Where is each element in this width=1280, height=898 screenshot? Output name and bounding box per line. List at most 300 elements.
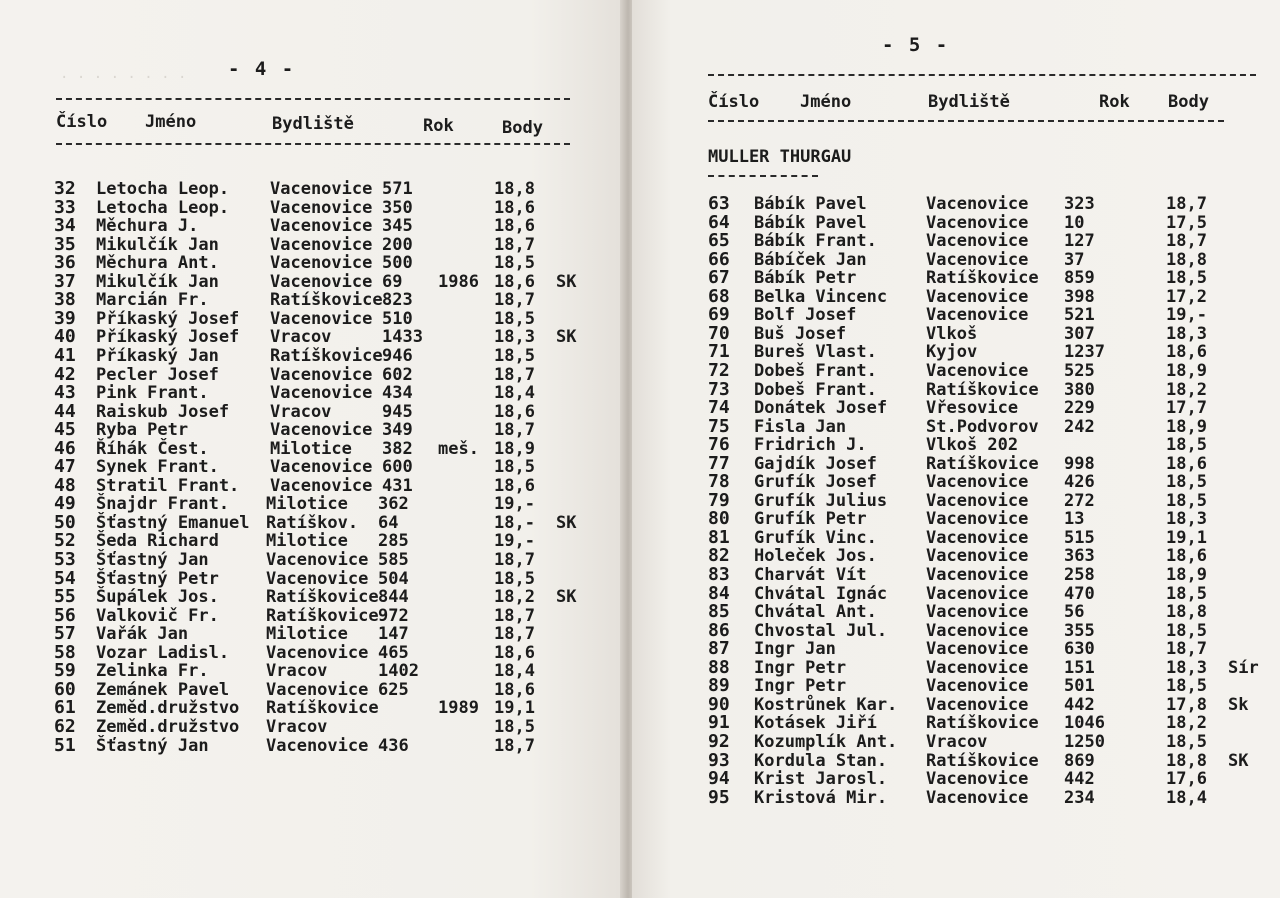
entry-points: 18,5 (1166, 268, 1207, 289)
entry-vessel-number: 431 (382, 475, 413, 496)
left-page (0, 0, 624, 898)
entry-residence: Vacenovice (926, 490, 1029, 511)
entry-vessel-number: 844 (378, 587, 409, 608)
entry-vessel-number: 500 (382, 253, 413, 274)
entry-points: 18,7 (494, 605, 535, 626)
entry-points: 18,5 (1166, 731, 1207, 752)
entry-name: Říhák Čest. (96, 438, 209, 459)
entry-vessel-number: 13 (1064, 509, 1085, 530)
entry-residence: Vacenovice (266, 679, 369, 700)
entry-number: 62 (54, 715, 76, 737)
entry-points: 18,6 (1166, 546, 1207, 567)
entry-name: Mikulčík Jan (96, 271, 219, 292)
entry-number: 45 (54, 419, 76, 441)
entry-residence: Vacenovice (270, 457, 373, 478)
entry-number: 44 (54, 400, 76, 422)
entry-name: Chvátal Ignác (754, 583, 888, 604)
entry-name: Dobeš Frant. (754, 379, 877, 400)
table-row (708, 656, 1278, 678)
entry-points: 18,8 (1166, 750, 1207, 771)
entry-vessel-number: 436 (378, 735, 409, 756)
column-header-bydliste: Bydliště (272, 114, 354, 134)
entry-vessel-number: 151 (1064, 657, 1095, 678)
entry-number: 80 (708, 508, 730, 530)
table-row (708, 285, 1278, 307)
entry-number: 55 (54, 586, 76, 608)
table-row (54, 588, 594, 606)
entry-vessel-number: 272 (1064, 490, 1095, 511)
entry-note: SK (1228, 750, 1249, 771)
entry-name: Ingr Petr (754, 676, 847, 697)
entry-name: Bábíček Jan (754, 249, 867, 270)
entry-number: 84 (708, 582, 730, 604)
page-number: - 5 - (882, 34, 950, 56)
entry-name: Bábík Pavel (754, 194, 867, 214)
table-row (54, 270, 594, 292)
entry-points: 18,5 (1166, 583, 1207, 604)
entry-name: Kristová Mir. (754, 787, 888, 808)
entry-number: 75 (708, 415, 730, 437)
entry-number: 83 (708, 564, 730, 585)
table-row (708, 436, 1278, 454)
entry-name: Pink Frant. (96, 383, 209, 404)
entry-residence: Vacenovice (926, 286, 1029, 307)
entry-residence: Vacenovice (926, 602, 1029, 623)
entry-vessel-number: 945 (382, 401, 413, 422)
entry-note: Sk (1228, 694, 1249, 715)
entry-points: 17,8 (1166, 694, 1207, 715)
entry-vessel-number: 127 (1064, 231, 1095, 252)
entry-vessel-number: 859 (1064, 268, 1095, 289)
entry-points: 18,5 (1166, 472, 1207, 493)
entry-points: 18,7 (494, 420, 535, 441)
table-row (54, 328, 594, 346)
entry-residence: Ratíškovice (926, 713, 1039, 734)
table-row (54, 180, 594, 198)
entry-number: 33 (54, 196, 76, 218)
entry-name: Ingr Petr (754, 657, 847, 678)
entry-name: Raiskub Josef (96, 401, 230, 422)
table-row (708, 269, 1278, 287)
table-row (708, 489, 1278, 511)
entry-residence: Vacenovice (926, 194, 1029, 214)
entry-vessel-number: 625 (378, 679, 409, 700)
table-row (54, 233, 594, 255)
entry-vessel-number: 380 (1064, 379, 1095, 400)
entry-note: SK (556, 271, 577, 292)
entry-points: 18,5 (494, 253, 535, 274)
column-header-jmeno: Jméno (145, 112, 197, 132)
entry-points: 18,6 (1166, 342, 1207, 363)
entry-number: 36 (54, 252, 76, 274)
entry-points: 18,9 (494, 438, 535, 459)
entry-name: Vozar Ladisl. (96, 642, 230, 663)
entry-points: 17,7 (1166, 398, 1207, 419)
entry-vessel-number: 630 (1064, 639, 1095, 660)
header-rule-top (708, 74, 1256, 76)
entry-vessel-number: 585 (378, 550, 409, 570)
column-header-cislo: Číslo (56, 112, 108, 132)
entry-number: 89 (708, 675, 730, 697)
entry-residence: Vacenovice (926, 472, 1029, 493)
entry-points: 18,4 (494, 383, 535, 404)
entry-name: Šnajdr Frant. (96, 494, 230, 515)
entry-vessel-number: 501 (1064, 676, 1095, 697)
entry-number: 67 (708, 267, 730, 289)
entry-year: meš. (438, 438, 479, 459)
table-row (54, 567, 594, 589)
table-row (54, 291, 594, 309)
entry-points: 18,- (494, 512, 535, 533)
entry-vessel-number: 510 (382, 308, 413, 329)
right-page (632, 0, 1280, 898)
section-underline (708, 175, 818, 177)
entry-name: Letocha Leop. (96, 197, 230, 218)
entry-vessel-number: 363 (1064, 546, 1095, 567)
entry-points: 17,6 (1166, 769, 1207, 790)
entry-number: 92 (708, 730, 730, 752)
entry-points: 18,5 (494, 568, 535, 589)
entry-vessel-number: 362 (378, 494, 409, 515)
entry-vessel-number: 1237 (1064, 342, 1105, 363)
entry-number: 68 (708, 285, 730, 307)
entry-vessel-number: 56 (1064, 602, 1085, 623)
entry-vessel-number: 37 (1064, 249, 1085, 270)
column-header-body: Body (1168, 92, 1209, 112)
table-row (54, 400, 594, 422)
entry-vessel-number: 1250 (1064, 731, 1105, 752)
entry-number: 42 (54, 363, 76, 385)
entry-points: 17,5 (1166, 212, 1207, 233)
entry-name: Mikulčík Jan (96, 234, 219, 255)
entry-number: 38 (54, 289, 76, 311)
entry-vessel-number: 525 (1064, 360, 1095, 381)
entry-residence: Vacenovice (266, 568, 369, 589)
entry-residence: Vacenovice (926, 509, 1029, 530)
entry-vessel-number: 465 (378, 642, 409, 663)
entry-number: 46 (54, 437, 76, 459)
entry-vessel-number: 350 (382, 197, 413, 218)
entry-residence: Vacenovice (926, 527, 1029, 548)
entry-points: 18,5 (1166, 676, 1207, 697)
entry-number: 64 (708, 211, 730, 233)
entry-number: 87 (708, 638, 730, 660)
entry-number: 90 (708, 693, 730, 715)
entry-name: Letocha Leop. (96, 179, 230, 199)
entry-number: 54 (54, 567, 76, 589)
entry-vessel-number: 1402 (378, 661, 419, 682)
entry-points: 19,1 (494, 698, 535, 719)
entry-number: 58 (54, 641, 76, 663)
entry-points: 18,7 (494, 290, 535, 311)
entry-vessel-number: 515 (1064, 527, 1095, 548)
entry-points: 18,6 (494, 216, 535, 237)
entry-points: 18,3 (1166, 509, 1207, 530)
entry-name: Pecler Josef (96, 364, 219, 385)
table-row (708, 566, 1278, 584)
entry-number: 78 (708, 471, 730, 493)
table-row (708, 770, 1278, 788)
table-row (708, 322, 1278, 344)
entry-number: 34 (54, 215, 76, 237)
entry-residence: Ratíškovice (270, 290, 383, 311)
entry-residence: Ratíškovice (270, 345, 383, 366)
entry-name: Bábík Pavel (754, 212, 867, 233)
entry-residence: Milotice (266, 494, 348, 515)
entry-residence: Vacenovice (270, 179, 373, 199)
entry-number: 43 (54, 382, 76, 404)
entry-name: Příkaský Jan (96, 345, 219, 366)
table-row (708, 603, 1278, 621)
entry-points: 18,2 (1166, 713, 1207, 734)
entry-name: Příkaský Josef (96, 327, 240, 348)
entry-number: 40 (54, 326, 76, 348)
entry-number: 66 (708, 248, 730, 270)
entry-name: Kostrůnek Kar. (754, 694, 898, 715)
table-row (708, 415, 1278, 437)
entry-residence: Vacenovice (926, 249, 1029, 270)
entry-points: 18,4 (494, 661, 535, 682)
entry-points: 18,9 (1166, 360, 1207, 381)
table-row (54, 384, 594, 402)
entry-name: Měchura J. (96, 216, 199, 237)
entry-points: 18,6 (494, 679, 535, 700)
entry-number: 88 (708, 656, 730, 678)
table-row (708, 452, 1278, 474)
entry-points: 18,7 (1166, 194, 1207, 214)
entry-number: 60 (54, 678, 76, 700)
entry-residence: Vracov (266, 661, 328, 682)
entry-number: 71 (708, 341, 730, 363)
page-number: - 4 - (228, 58, 296, 80)
entry-name: Šťastný Jan (96, 550, 209, 570)
entry-vessel-number: 10 (1064, 212, 1085, 233)
entry-number: 86 (708, 619, 730, 641)
entry-year: 1989 (438, 698, 479, 719)
entry-residence: Vacenovice (266, 550, 369, 570)
entry-residence: Vacenovice (926, 639, 1029, 660)
entry-number: 81 (708, 526, 730, 548)
entry-name: Fridrich J. (754, 435, 867, 456)
entry-residence: Vacenovice (926, 787, 1029, 808)
entry-vessel-number: 504 (378, 568, 409, 589)
entry-name: Šupálek Jos. (96, 587, 219, 608)
entry-name: Valkovič Fr. (96, 605, 219, 626)
entry-name: Vařák Jan (96, 624, 189, 645)
entry-name: Grufík Josef (754, 472, 877, 493)
entry-vessel-number: 470 (1064, 583, 1095, 604)
entry-points: 19,- (494, 494, 535, 515)
table-row (54, 458, 594, 476)
entry-number: 56 (54, 604, 76, 626)
entry-number: 52 (54, 530, 76, 552)
entry-residence: Ratíškovice (926, 379, 1039, 400)
entry-number: 76 (708, 434, 730, 456)
entry-number: 59 (54, 660, 76, 682)
entry-name: Bábík Petr (754, 268, 857, 289)
table-row (54, 532, 594, 550)
table-row (54, 196, 594, 218)
entry-vessel-number: 571 (382, 179, 413, 199)
entry-number: 37 (54, 270, 76, 292)
entry-residence: Vacenovice (270, 308, 373, 329)
entry-residence: Ratíškov. (266, 512, 359, 533)
column-header-rok: Rok (423, 116, 454, 136)
entry-residence: Vacenovice (270, 197, 373, 218)
entry-residence: Vacenovice (266, 735, 369, 756)
entry-number: 95 (708, 786, 730, 808)
entry-vessel-number: 229 (1064, 398, 1095, 419)
entry-name: Zeměd.družstvo (96, 716, 240, 737)
entry-name: Grufík Petr (754, 509, 867, 530)
entry-number: 51 (54, 734, 76, 756)
entry-vessel-number: 382 (382, 438, 413, 459)
entry-vessel-number: 1046 (1064, 713, 1105, 734)
entry-number: 53 (54, 549, 76, 570)
entry-residence: Milotice (266, 531, 348, 552)
entry-residence: Vacenovice (270, 253, 373, 274)
entry-number: 79 (708, 489, 730, 511)
table-row (54, 551, 594, 569)
entry-residence: Vacenovice (926, 694, 1029, 715)
entry-number: 93 (708, 749, 730, 771)
entry-number: 65 (708, 230, 730, 252)
entry-vessel-number: 972 (378, 605, 409, 626)
entry-vessel-number: 64 (378, 512, 399, 533)
entry-number: 49 (54, 493, 76, 515)
entry-note: SK (556, 587, 577, 608)
entry-points: 19,1 (1166, 527, 1207, 548)
entry-name: Charvát Vít (754, 565, 867, 585)
entry-points: 18,8 (494, 179, 535, 199)
table-row (708, 359, 1278, 381)
table-row (54, 254, 594, 272)
entry-number: 77 (708, 452, 730, 474)
section-title: MULLER THURGAU (708, 147, 852, 167)
entry-points: 18,3 (1166, 323, 1207, 344)
entry-name: Kordula Stan. (754, 750, 888, 771)
entry-points: 18,7 (494, 550, 535, 570)
table-row (708, 786, 1278, 808)
entry-name: Zeměd.družstvo (96, 698, 240, 719)
entry-number: 32 (54, 178, 76, 199)
entry-number: 72 (708, 359, 730, 381)
entry-residence: Vacenovice (926, 676, 1029, 697)
table-row (54, 715, 594, 737)
table-row (54, 734, 594, 756)
entry-name: Ingr Jan (754, 639, 836, 660)
entry-vessel-number: 307 (1064, 323, 1095, 344)
entry-name: Grufík Julius (754, 490, 888, 511)
entry-name: Kotásek Jiří (754, 713, 877, 734)
entry-year: 1986 (438, 271, 479, 292)
entry-number: 50 (54, 511, 76, 533)
table-row (54, 421, 594, 439)
table-row (54, 641, 594, 663)
entry-vessel-number: 426 (1064, 472, 1095, 493)
show-through-text: . . . . . . . . (60, 66, 187, 82)
entry-number: 73 (708, 378, 730, 400)
entry-points: 18,6 (494, 475, 535, 496)
entry-name: Kozumplík Ant. (754, 731, 898, 752)
entry-vessel-number: 345 (382, 216, 413, 237)
entry-vessel-number: 600 (382, 457, 413, 478)
entry-number: 41 (54, 344, 76, 366)
entry-residence: Ratíškovice (266, 587, 379, 608)
entry-points: 18,7 (494, 234, 535, 255)
header-rule-bottom (56, 143, 570, 145)
table-row (708, 730, 1278, 752)
table-row (54, 217, 594, 235)
entry-vessel-number: 998 (1064, 453, 1095, 474)
entry-points: 18,7 (1166, 231, 1207, 252)
entry-number: 82 (708, 545, 730, 567)
entry-residence: Vacenovice (926, 583, 1029, 604)
entry-residence: Milotice (266, 624, 348, 645)
entry-residence: Vacenovice (926, 305, 1029, 326)
entry-number: 69 (708, 304, 730, 326)
entry-points: 18,5 (1166, 435, 1207, 456)
entry-residence: Vracov (926, 731, 988, 752)
entry-vessel-number: 442 (1064, 694, 1095, 715)
entry-points: 18,9 (1166, 565, 1207, 585)
table-row (708, 510, 1278, 528)
entry-points: 18,8 (1166, 249, 1207, 270)
entry-name: Chvátal Ant. (754, 602, 877, 623)
entry-number: 35 (54, 233, 76, 255)
entry-name: Šťastný Petr (96, 568, 219, 589)
table-row (54, 604, 594, 626)
entry-name: Zemánek Pavel (96, 679, 230, 700)
entry-points: 18,6 (494, 197, 535, 218)
entry-number: 70 (708, 322, 730, 344)
entry-number: 48 (54, 474, 76, 496)
entry-residence: Vacenovice (926, 769, 1029, 790)
entry-vessel-number: 398 (1064, 286, 1095, 307)
entry-name: Marcián Fr. (96, 290, 209, 311)
entry-residence: St.Podvorov (926, 416, 1039, 437)
entry-residence: Vacenovice (926, 546, 1029, 567)
entry-points: 18,5 (494, 345, 535, 366)
entry-residence: Vracov (270, 401, 332, 422)
header-rule-bottom (708, 120, 1224, 122)
entry-name: Dobeš Frant. (754, 360, 877, 381)
entry-name: Příkaský Josef (96, 308, 240, 329)
entry-points: 19,- (494, 531, 535, 552)
entry-residence: Vacenovice (926, 620, 1029, 641)
entry-number: 61 (54, 697, 76, 719)
table-row (708, 473, 1278, 491)
entry-points: 18,5 (494, 716, 535, 737)
entry-name: Grufík Vinc. (754, 527, 877, 548)
entry-number: 57 (54, 623, 76, 645)
entry-name: Belka Vincenc (754, 286, 888, 307)
table-row (54, 678, 594, 700)
entry-points: 18,5 (1166, 490, 1207, 511)
entry-name: Bolf Josef (754, 305, 857, 326)
entry-vessel-number: 946 (382, 345, 413, 366)
table-row (708, 343, 1278, 361)
table-row (54, 474, 594, 496)
table-row (708, 582, 1278, 604)
table-row (54, 307, 594, 329)
entry-residence: Vacenovice (266, 642, 369, 663)
table-row (708, 399, 1278, 417)
entry-points: 18,4 (1166, 787, 1207, 808)
entry-name: Šťastný Emanuel (96, 512, 250, 533)
entry-residence: Vacenovice (926, 565, 1029, 585)
table-row (708, 248, 1278, 270)
